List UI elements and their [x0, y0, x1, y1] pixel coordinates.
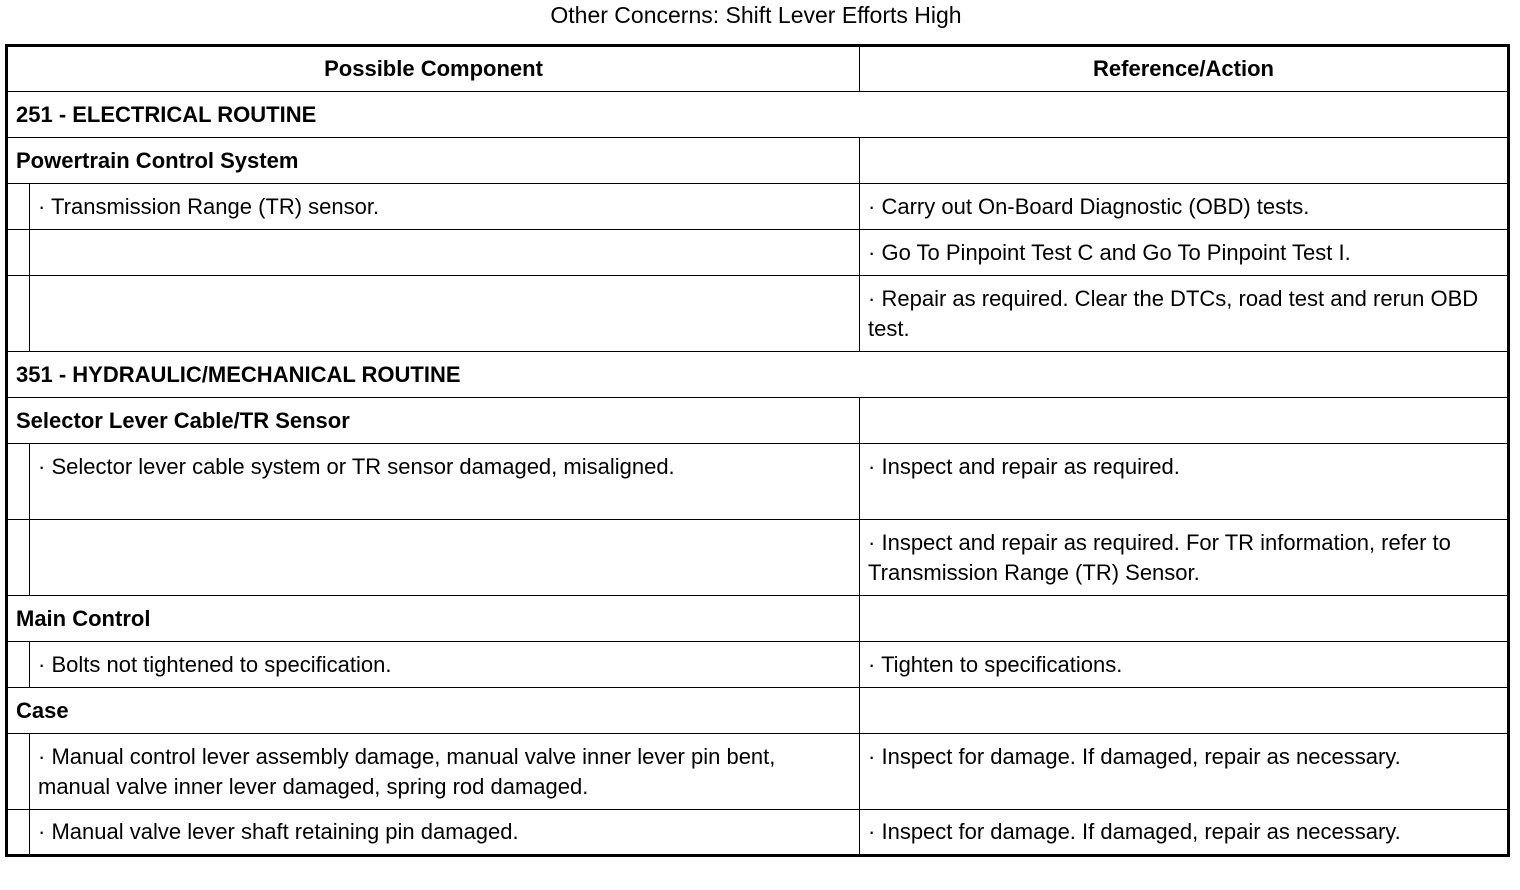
group-label: Case: [7, 688, 860, 734]
action-text: Inspect for damage. If damaged, repair as necessary.: [881, 819, 1401, 844]
group-label: Selector Lever Cable/TR Sensor: [7, 398, 860, 444]
bullet: ·: [868, 651, 876, 677]
action-cell: [860, 444, 1509, 520]
component-cell: [30, 444, 860, 520]
table-row: [7, 810, 1509, 856]
indent-cell: [7, 734, 30, 810]
component-cell: [30, 810, 860, 856]
table-row: [7, 520, 1509, 596]
bullet: ·: [38, 454, 46, 479]
indent-cell: [7, 230, 30, 276]
indent-cell: [7, 642, 30, 688]
group-action-empty: [860, 398, 1509, 444]
bullet: ·: [868, 193, 876, 219]
column-header-component: Possible Component: [7, 46, 860, 92]
bullet: ·: [868, 286, 876, 311]
action-text: Inspect and repair as required. For TR information, refer to Transmission Range (TR) Sensor.: [868, 530, 1451, 585]
indent-cell: [7, 810, 30, 856]
component-cell: [30, 184, 860, 230]
action-text: Repair as required. Clear the DTCs, road test and rerun OBD test.: [868, 286, 1479, 341]
indent-cell: [7, 520, 30, 596]
group-label: Powertrain Control System: [7, 138, 860, 184]
page-title: Other Concerns: Shift Lever Efforts High: [550, 2, 962, 28]
component-cell: [30, 520, 860, 596]
bullet: ·: [38, 744, 46, 769]
action-cell: [860, 810, 1509, 856]
indent-cell: [7, 184, 30, 230]
header-row: [7, 46, 1509, 92]
section-row: [7, 92, 1509, 138]
action-text: Inspect for damage. If damaged, repair as necessary.: [881, 744, 1401, 769]
action-text: Carry out On-Board Diagnostic (OBD) tests.: [881, 193, 1310, 219]
group-action-empty: [860, 138, 1509, 184]
section-label: 351 - HYDRAULIC/MECHANICAL ROUTINE: [7, 352, 1509, 398]
table-row: [7, 184, 1509, 230]
action-cell: [860, 184, 1509, 230]
group-row: [7, 398, 1509, 444]
component-text: Transmission Range (TR) sensor.: [51, 193, 380, 219]
bullet: ·: [868, 239, 876, 265]
action-cell: [860, 734, 1509, 810]
bullet: ·: [38, 819, 46, 844]
component-text: Bolts not tightened to specification.: [51, 651, 392, 677]
group-row: [7, 138, 1509, 184]
indent-cell: [7, 444, 30, 520]
action-text: Tighten to specifications.: [881, 651, 1123, 677]
component-text: Manual valve lever shaft retaining pin damaged.: [51, 819, 519, 844]
bullet: ·: [868, 454, 876, 479]
indent-cell: [7, 276, 30, 352]
bullet: ·: [868, 530, 876, 555]
action-cell: [860, 230, 1509, 276]
component-cell: [30, 230, 860, 276]
action-text: Go To Pinpoint Test C and Go To Pinpoint Test I.: [881, 239, 1351, 265]
group-row: [7, 688, 1509, 734]
group-action-empty: [860, 596, 1509, 642]
diagnostic-table: [5, 44, 1510, 857]
column-header-action: Reference/Action: [860, 46, 1509, 92]
table-row: [7, 642, 1509, 688]
action-cell: [860, 642, 1509, 688]
bullet: ·: [38, 651, 46, 677]
component-cell: [30, 276, 860, 352]
group-action-empty: [860, 688, 1509, 734]
table-row: [7, 230, 1509, 276]
bullet: ·: [868, 819, 876, 844]
table-row: [7, 276, 1509, 352]
component-text: Selector lever cable system or TR sensor damaged, misaligned.: [51, 454, 675, 479]
section-row: [7, 352, 1509, 398]
table-row: [7, 444, 1509, 520]
action-cell: [860, 520, 1509, 596]
component-cell: [30, 734, 860, 810]
component-text: Manual control lever assembly damage, manual valve inner lever pin bent, manual valve inner lever damaged, spring rod damaged.: [38, 744, 776, 799]
section-label: 251 - ELECTRICAL ROUTINE: [7, 92, 1509, 138]
bullet: ·: [38, 193, 46, 219]
component-cell: [30, 642, 860, 688]
action-text: Inspect and repair as required.: [881, 454, 1180, 479]
action-cell: [860, 276, 1509, 352]
bullet: ·: [868, 744, 876, 769]
group-label: Main Control: [7, 596, 860, 642]
table-row: [7, 734, 1509, 810]
group-row: [7, 596, 1509, 642]
